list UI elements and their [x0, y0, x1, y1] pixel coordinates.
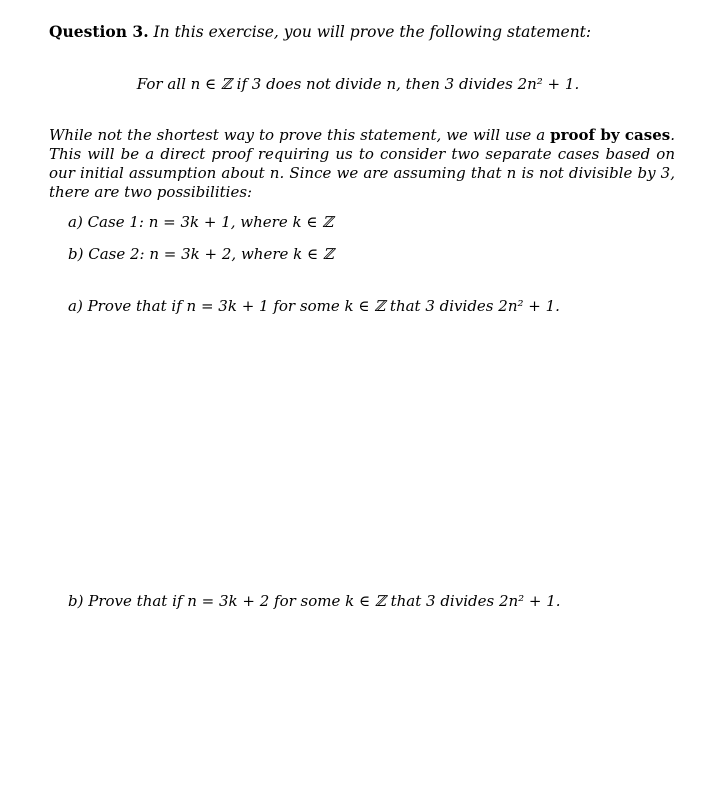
theorem-statement: For all n ∈ ℤ if 3 does not divide n, then 3 divides 2n² + 1.	[136, 75, 580, 93]
case-label: b)	[68, 245, 84, 263]
part-a-answer-space[interactable]	[49, 325, 675, 575]
part-text: Prove that if n = 3k + 2 for some k ∈ ℤ that 3 divides 2n² + 1.	[88, 592, 561, 610]
part-text: Prove that if n = 3k + 1 for some k ∈ ℤ that 3 divides 2n² + 1.	[87, 297, 560, 315]
part-label: a)	[68, 297, 83, 315]
paragraph-bold-term: proof by cases	[550, 126, 671, 144]
part-a-prompt	[68, 297, 560, 315]
case-item	[68, 245, 334, 263]
case-text: Case 2: n = 3k + 2, where k ∈ ℤ	[88, 245, 334, 263]
case-label: a)	[68, 213, 83, 231]
part-b-answer-space[interactable]	[49, 620, 675, 780]
case-text: Case 1: n = 3k + 1, where k ∈ ℤ	[87, 213, 334, 231]
question-label: Question 3.	[49, 22, 149, 41]
question-intro: In this exercise, you will prove the following statement:	[153, 23, 592, 41]
part-label: b)	[68, 592, 84, 610]
instructions-paragraph	[49, 126, 675, 202]
case-item	[68, 213, 333, 231]
paragraph-text-before: While not the shortest way to prove this statement, we will use a	[49, 126, 551, 144]
question-heading	[49, 23, 591, 41]
paragraph-text-after: . This will be a direct proof requiring us to consider two separate cases based on our initial assumption about n. Since we are assuming that n is not divisible by 3, there are two possibilities:	[49, 126, 675, 201]
part-b-prompt	[68, 592, 561, 610]
